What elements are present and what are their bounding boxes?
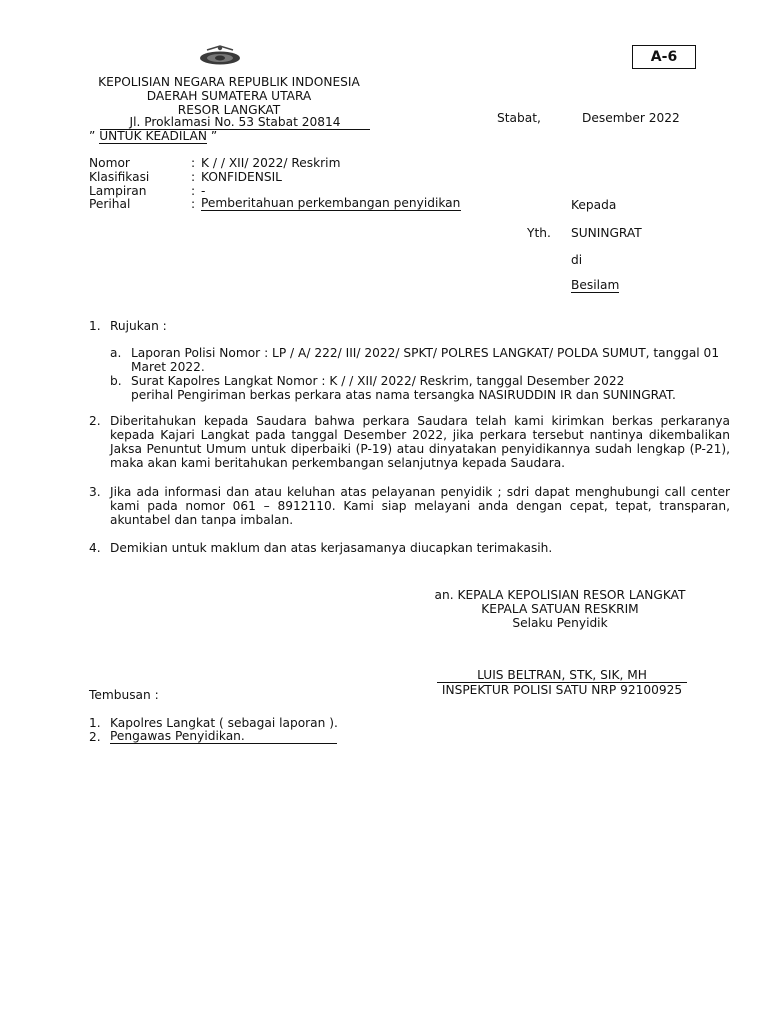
meta-value-klasifikasi: KONFIDENSIL — [201, 170, 282, 184]
meta-value-perihal: Pemberitahuan perkembangan penyidikan — [201, 196, 461, 210]
recipient-yth: Yth. — [527, 226, 551, 240]
meta-colon: : — [191, 156, 196, 170]
motto-open-quote: ” — [89, 129, 100, 143]
header-institution: KEPOLISIAN NEGARA REPUBLIK INDONESIA — [98, 75, 360, 89]
point-text: Demikian untuk maklum dan atas kerjasamanya diucapkan terimakasih. — [110, 541, 553, 555]
recipient-to: Kepada — [571, 198, 617, 212]
header-address: Jl. Proklamasi No. 53 Stabat 20814 — [100, 116, 370, 130]
form-code-box: A-6 — [632, 45, 696, 69]
recipient-place: Besilam — [571, 278, 620, 292]
motto-text: UNTUK KEADILAN — [99, 129, 208, 143]
meta-value-lampiran: - — [201, 184, 206, 198]
meta-label-perihal: Perihal — [89, 197, 131, 211]
reference-letter: a. — [110, 346, 122, 360]
recipient-di: di — [571, 253, 583, 267]
point-number: 1. — [89, 319, 101, 333]
header-motto — [89, 129, 217, 143]
point-number: 4. — [89, 541, 101, 555]
point-text: Rujukan : — [110, 319, 167, 333]
point-text: Diberitahukan kepada Saudara bahwa perkara Saudara telah kami kirimkan berkas perkaranya kepada Kajari Langkat pada tanggal Desember 2022, jika perkara tersebut nantinya dikembalikan Jaksa Penuntut Umum untuk diperbaiki (P-19) atau dinyatakan penyidikannya sudah lengkap (P-21), maka akan kami beritahukan perkembangan selanjutnya kepada Saudara. — [110, 414, 730, 470]
point-number: 3. — [89, 485, 101, 499]
reference-letter: b. — [110, 374, 122, 388]
meta-label-nomor: Nomor — [89, 156, 130, 170]
point-number: 2. — [89, 414, 101, 428]
cc-title: Tembusan : — [89, 688, 159, 702]
motto-close-quote: ” — [207, 129, 218, 143]
signatory-rank: INSPEKTUR POLISI SATU NRP 92100925 — [441, 683, 683, 697]
reference-text-line2: perihal Pengiriman berkas perkara atas nama tersangka NASIRUDDIN IR dan SUNINGRAT. — [131, 388, 676, 402]
cc-item: Pengawas Penyidikan. — [110, 730, 337, 744]
letter-place: Stabat, — [497, 111, 541, 125]
cc-number: 2. — [89, 730, 101, 744]
cc-item: Kapolres Langkat ( sebagai laporan ). — [110, 716, 338, 730]
signature-line2: KEPALA SATUAN RESKRIM — [481, 602, 639, 616]
police-emblem-icon — [193, 44, 247, 66]
meta-label-klasifikasi: Klasifikasi — [89, 170, 150, 184]
signatory-name: LUIS BELTRAN, STK, SIK, MH — [437, 669, 687, 683]
meta-label-lampiran: Lampiran — [89, 184, 147, 198]
reference-text: Laporan Polisi Nomor : LP / A/ 222/ III/ 2022/ SPKT/ POLRES LANGKAT/ POLDA SUMUT, tanggal 01 Maret 2022. — [131, 346, 720, 374]
letter-date: Desember 2022 — [582, 111, 680, 125]
meta-colon: : — [191, 184, 196, 198]
meta-colon: : — [191, 170, 196, 184]
header-region: DAERAH SUMATERA UTARA — [146, 89, 312, 103]
meta-colon: : — [191, 197, 196, 211]
signature-line1: an. KEPALA KEPOLISIAN RESOR LANGKAT — [434, 588, 686, 602]
point-text: Jika ada informasi dan atau keluhan atas pelayanan penyidik ; sdri dapat menghubungi call center kami pada nomor 061 – 8912110. Kami siap melayani anda dengan cepat, tepat, transparan, akuntabel dan tanpa imbalan. — [110, 485, 730, 527]
meta-value-nomor: K / / XII/ 2022/ Reskrim — [201, 156, 341, 170]
cc-number: 1. — [89, 716, 101, 730]
recipient-name: SUNINGRAT — [571, 226, 642, 240]
signature-line3: Selaku Penyidik — [512, 616, 608, 630]
reference-text-line1: Surat Kapolres Langkat Nomor : K / / XII/ 2022/ Reskrim, tanggal Desember 2022 — [131, 374, 625, 388]
header-resort: RESOR LANGKAT — [177, 103, 281, 117]
